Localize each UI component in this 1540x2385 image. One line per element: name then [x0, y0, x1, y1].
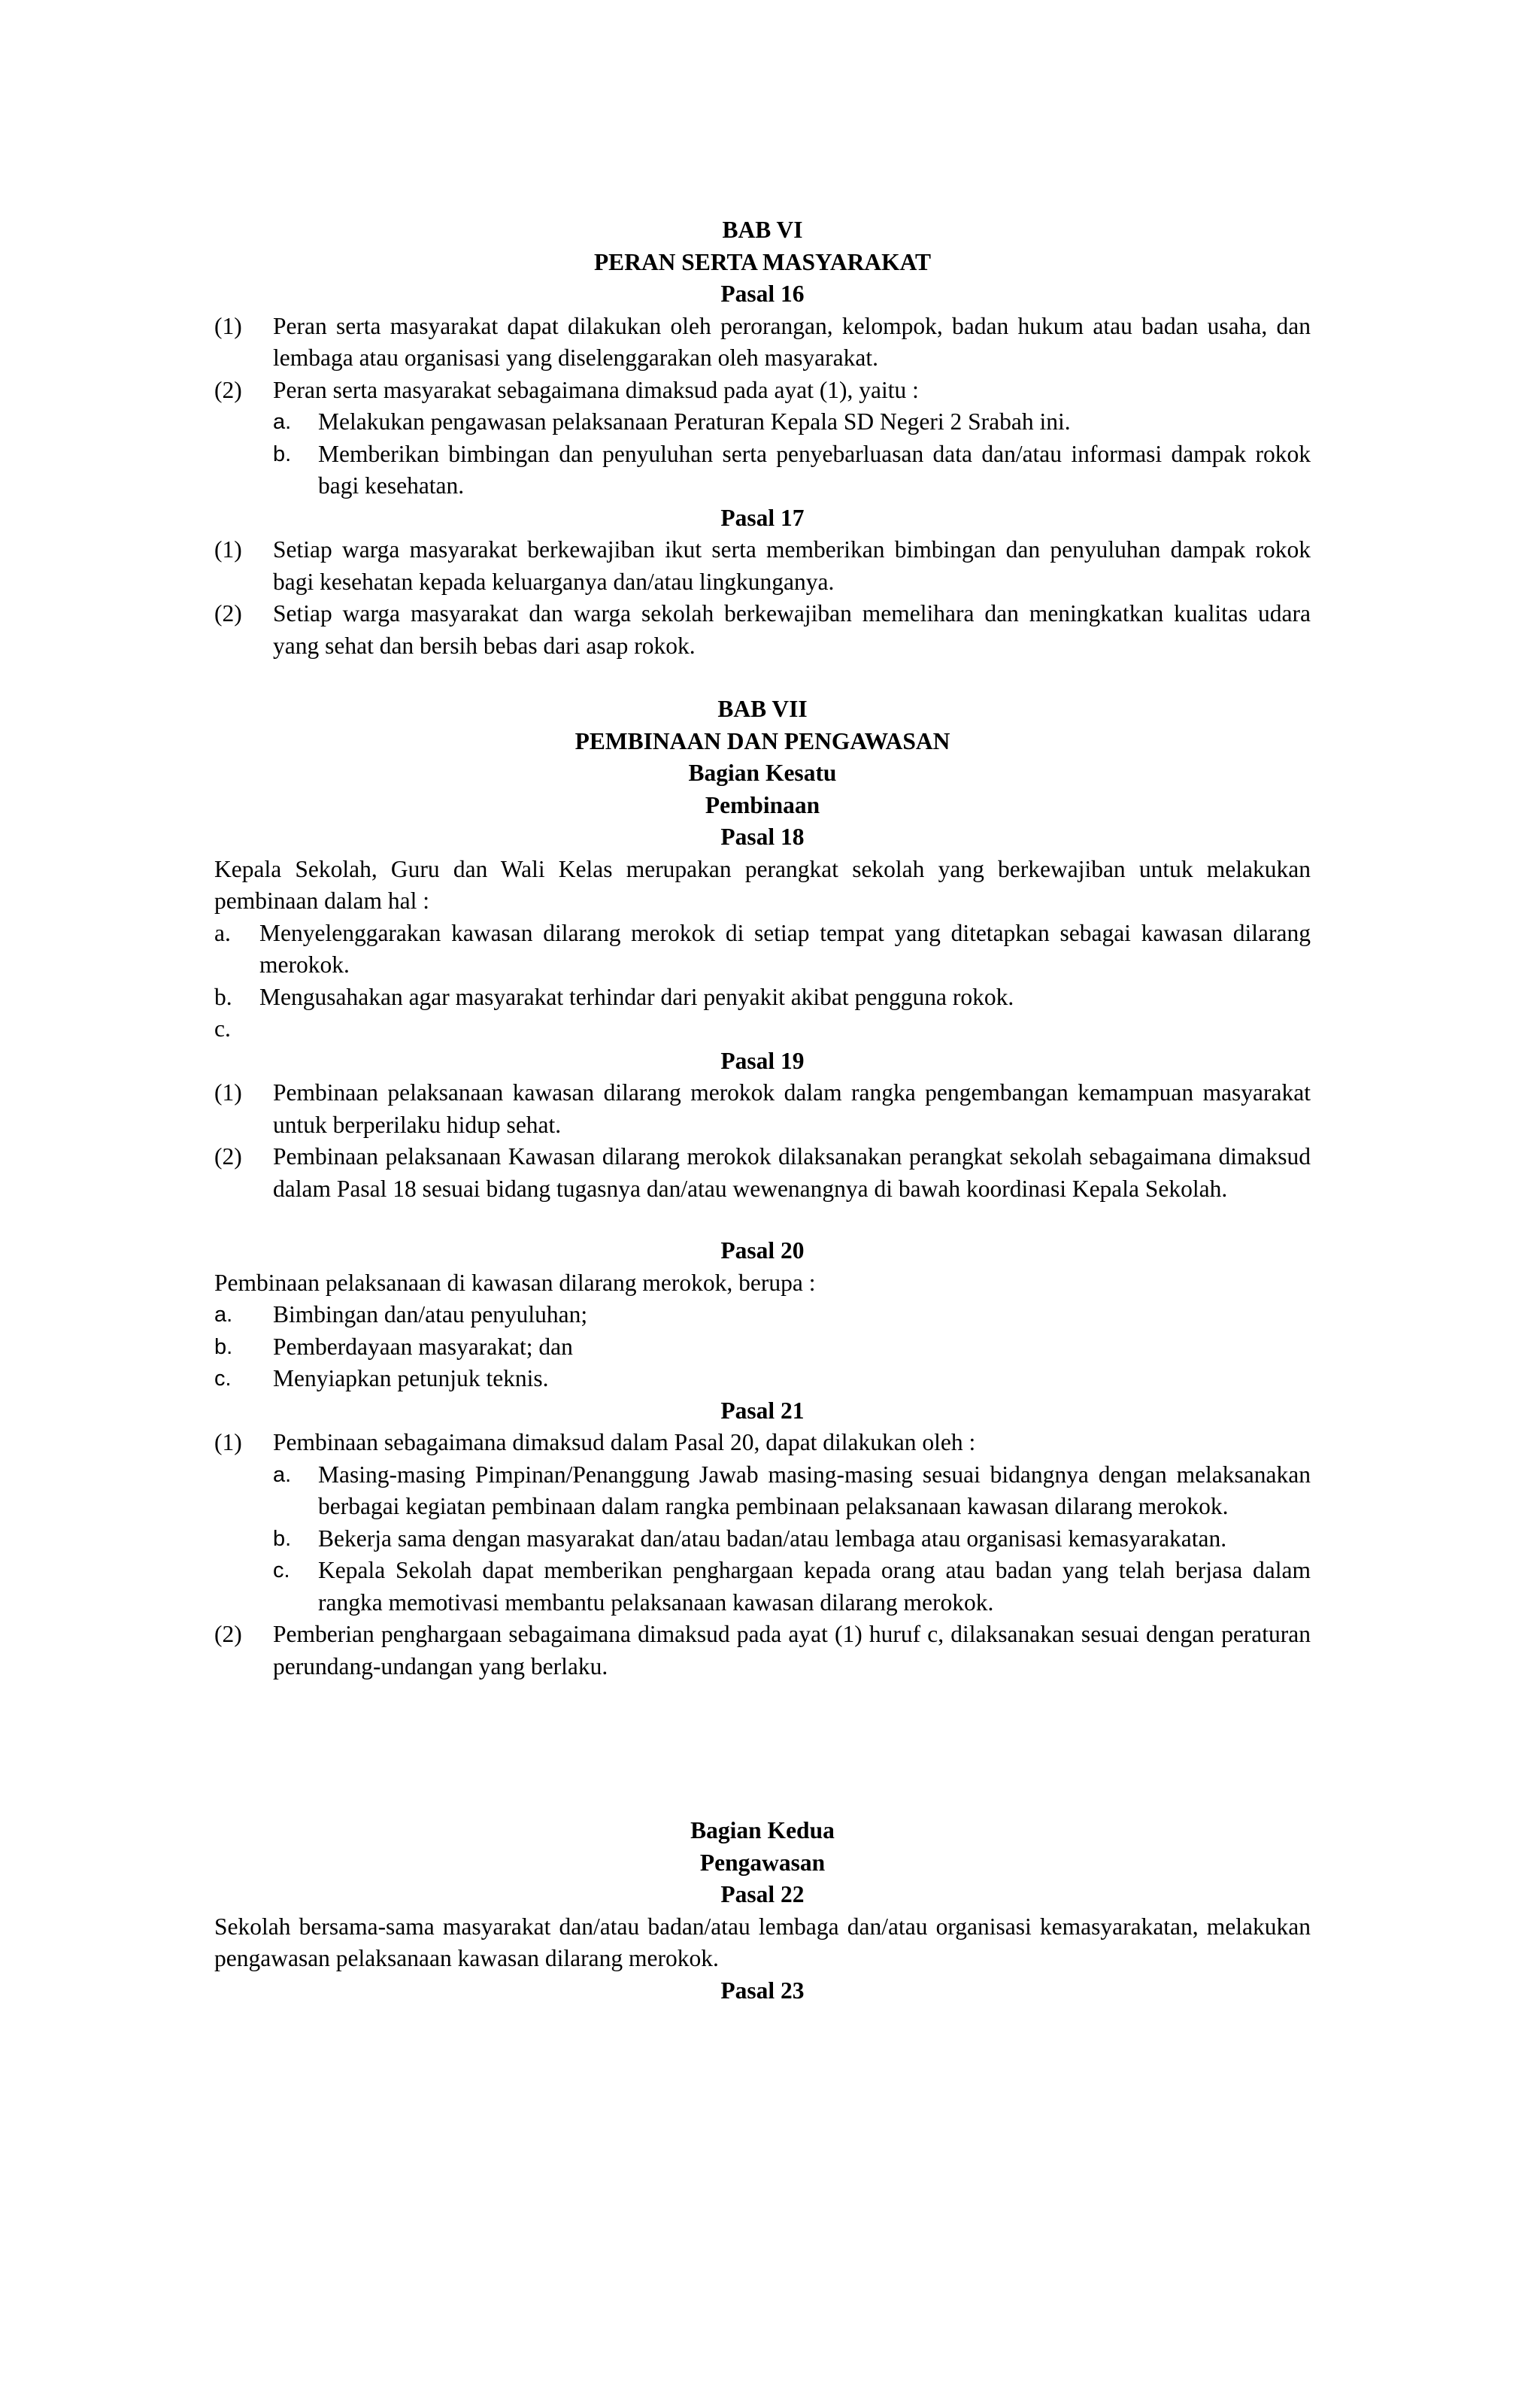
clause-text: Setiap warga masyarakat dan warga sekolah berkewajiban memelihara dan meningkatkan kualitas udara yang sehat dan bersih bebas dari asap rokok.: [273, 600, 1311, 659]
article-title: Pasal 18: [720, 824, 805, 850]
clause-item: [214, 1427, 1311, 1459]
clause-item: [214, 598, 1311, 662]
section-subtitle: Pembinaan: [705, 791, 820, 818]
spacer: [214, 1205, 1311, 1235]
clause-number: (2): [214, 1143, 242, 1170]
clause-item: [214, 375, 1311, 407]
article-body: Sekolah bersama-sama masyarakat dan/atau badan/atau lembaga dan/atau organisasi kemasyarakatan, melakukan pengawasan pelaksanaan kawasan dilarang merokok.: [214, 1913, 1311, 1971]
clause-item: [214, 311, 1311, 375]
chapter-subtitle: PEMBINAAN DAN PENGAWASAN: [574, 727, 950, 754]
sub-clause-text: Bekerja sama dengan masyarakat dan/atau badan/atau lembaga atau organisasi kemasyarakatan.: [318, 1525, 1227, 1552]
sub-clause-letter: b.: [273, 1526, 292, 1551]
article-title: Pasal 16: [720, 281, 805, 307]
sub-clause-item: [214, 1523, 1311, 1555]
sub-clause-item: [214, 1459, 1311, 1523]
list-item: [214, 1331, 1311, 1364]
section-subtitle: Pengawasan: [699, 1849, 826, 1876]
clause-text: Pembinaan sebagaimana dimaksud dalam Pasal 20, dapat dilakukan oleh :: [273, 1429, 976, 1455]
sub-clause-text: Kepala Sekolah dapat memberikan penghargaan kepada orang atau badan yang telah berjasa dalam rangka memotivasi membantu pelaksanaan kawasan dilarang merokok.: [318, 1557, 1311, 1616]
list-text: Pemberdayaan masyarakat; dan: [273, 1333, 573, 1360]
clause-number: (1): [214, 312, 242, 339]
list-letter: a.: [214, 1303, 233, 1327]
clause-text: Setiap warga masyarakat berkewajiban ikut serta memberikan bimbingan dan penyuluhan dampak rokok bagi kesehatan kepada keluarganya dan/atau lingkunganya.: [273, 536, 1311, 595]
article-title: Pasal 22: [720, 1881, 805, 1907]
sub-clause-letter: a.: [273, 410, 292, 434]
list-item: [214, 1013, 1311, 1045]
article-title: Pasal 19: [720, 1047, 805, 1074]
article-title: Pasal 17: [720, 504, 805, 531]
clause-item: [214, 1619, 1311, 1683]
article-title: Pasal 20: [720, 1237, 805, 1264]
spacer: [214, 1683, 1311, 1815]
list-text: Bimbingan dan/atau penyuluhan;: [273, 1301, 588, 1328]
sub-clause-letter: a.: [273, 1462, 292, 1487]
clause-number: (1): [214, 1429, 242, 1455]
sub-clause-item: [214, 1555, 1311, 1619]
article-intro: Kepala Sekolah, Guru dan Wali Kelas merupakan perangkat sekolah yang berkewajiban untuk melakukan pembinaan dalam hal :: [214, 855, 1311, 914]
chapter-subtitle: PERAN SERTA MASYARAKAT: [593, 248, 932, 275]
clause-text: Peran serta masyarakat sebagaimana dimaksud pada ayat (1), yaitu :: [273, 376, 919, 403]
clause-text: Peran serta masyarakat dapat dilakukan oleh perorangan, kelompok, badan hukum atau badan usaha, dan lembaga atau organisasi yang diselenggarakan oleh masyarakat.: [273, 312, 1311, 371]
list-letter: a.: [214, 919, 231, 946]
list-text: Menyelenggarakan kawasan dilarang merokok di setiap tempat yang ditetapkan sebagai kawasan dilarang merokok.: [259, 919, 1311, 978]
clause-number: (1): [214, 536, 242, 563]
clause-number: (2): [214, 376, 242, 403]
list-text: Mengusahakan agar masyarakat terhindar dari penyakit akibat pengguna rokok.: [259, 983, 1014, 1010]
article-title: Pasal 21: [720, 1397, 805, 1424]
clause-text: Pembinaan pelaksanaan Kawasan dilarang merokok dilaksanakan perangkat sekolah sebagaimana dimaksud dalam Pasal 18 sesuai bidang tugasnya dan/atau wewenangnya di bawah koordinasi Kepala Sekolah.: [273, 1143, 1311, 1202]
list-letter: c.: [214, 1015, 231, 1042]
sub-clause-item: [214, 438, 1311, 502]
chapter-title: BAB VI: [722, 217, 803, 243]
sub-clause-letter: c.: [273, 1558, 290, 1582]
sub-clause-text: Melakukan pengawasan pelaksanaan Peraturan Kepala SD Negeri 2 Srabah ini.: [318, 408, 1071, 435]
sub-clause-text: Masing-masing Pimpinan/Penanggung Jawab masing-masing sesuai bidangnya dengan melaksanakan berbagai kegiatan pembinaan dalam rangka pembinaan pelaksanaan kawasan dilarang merokok.: [318, 1461, 1311, 1519]
list-item: [214, 1363, 1311, 1395]
list-item: [214, 982, 1311, 1014]
list-letter: c.: [214, 1367, 232, 1391]
sub-clause-item: [214, 406, 1311, 438]
list-text: [259, 1013, 1311, 1045]
spacer: [214, 662, 1311, 693]
section-title: Bagian Kesatu: [688, 760, 837, 786]
clause-number: (2): [214, 1621, 242, 1647]
chapter-title: BAB VII: [717, 696, 808, 722]
article-title: Pasal 23: [720, 1977, 805, 2004]
list-text: Menyiapkan petunjuk teknis.: [273, 1365, 549, 1391]
clause-item: [214, 1077, 1311, 1141]
list-item: [214, 1299, 1311, 1331]
clause-text: Pembinaan pelaksanaan kawasan dilarang merokok dalam rangka pengembangan kemampuan masyarakat untuk berperilaku hidup sehat.: [273, 1079, 1311, 1138]
article-intro: Pembinaan pelaksanaan di kawasan dilarang merokok, berupa :: [214, 1269, 816, 1296]
sub-clause-text: Memberikan bimbingan dan penyuluhan serta penyebarluasan data dan/atau informasi dampak rokok bagi kesehatan.: [318, 440, 1311, 499]
list-letter: b.: [214, 1334, 233, 1359]
clause-number: (2): [214, 600, 242, 627]
sub-clause-letter: b.: [273, 441, 292, 466]
clause-item: [214, 534, 1311, 598]
clause-item: [214, 1141, 1311, 1205]
list-item: [214, 918, 1311, 982]
section-title: Bagian Kedua: [690, 1817, 835, 1843]
list-letter: b.: [214, 983, 232, 1010]
clause-number: (1): [214, 1079, 242, 1106]
clause-text: Pemberian penghargaan sebagaimana dimaksud pada ayat (1) huruf c, dilaksanakan sesuai dengan peraturan perundang-undangan yang berlaku.: [273, 1621, 1311, 1680]
